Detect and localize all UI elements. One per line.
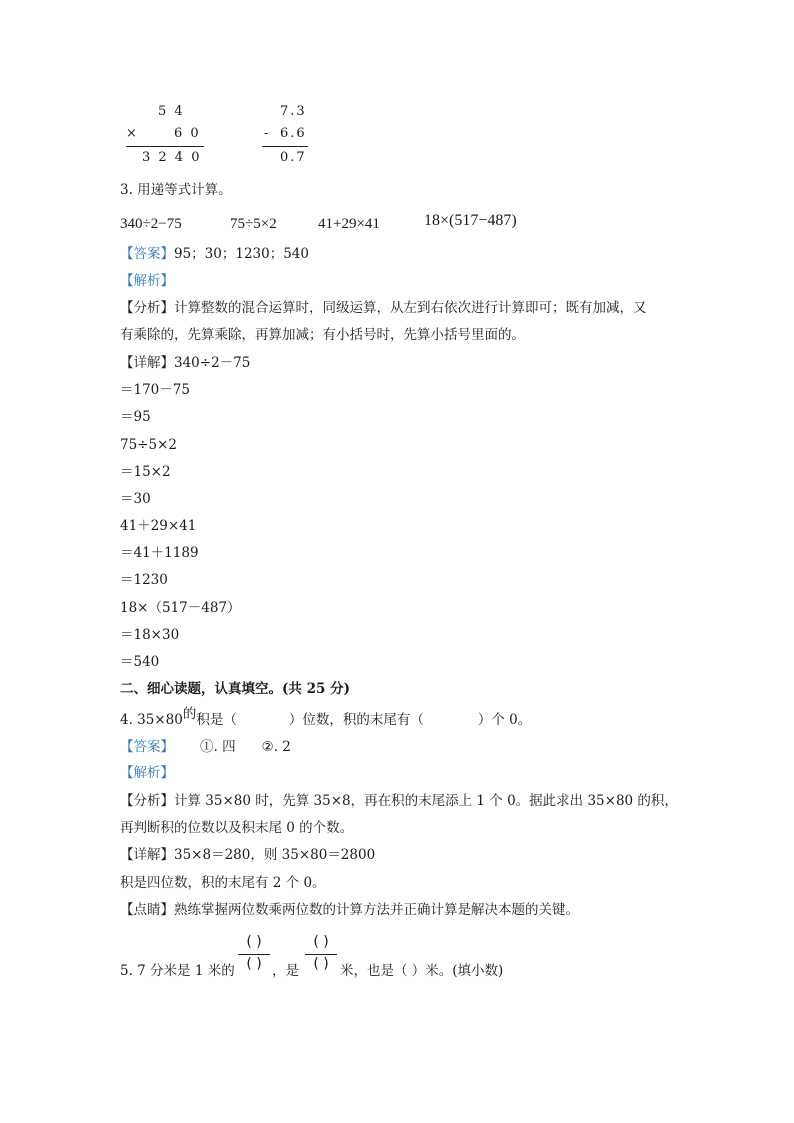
dianjing-tag: 【点睛】 — [120, 902, 174, 918]
dianjing-text: 熟练掌握两位数乘两位数的计算方法并正确计算是解决本题的关键。 — [174, 902, 579, 918]
q3-step: ＝1230 — [120, 572, 168, 588]
q4-xiangjie-line-2: 积是四位数，积的末尾有 2 个 0。 — [120, 875, 326, 891]
fraction-numerator-blank: ( ) — [313, 934, 329, 950]
answer-tag: 【答案】 — [120, 739, 174, 755]
q3-step: 18×（517－487） — [120, 600, 241, 616]
calc1-multiplicand: 5 4 — [158, 104, 185, 119]
calc2-subtrahend: 6.6 — [280, 126, 307, 141]
fenxi-text: 计算整数的混合运算时，同级运算，从左到右依次进行计算即可；既有加减，又 — [174, 300, 647, 316]
q3-title: 3. 用递等式计算。 — [120, 182, 232, 198]
fraction-denominator-blank: ( ) — [313, 956, 329, 972]
q5-suffix: 米，也是（ ）米。(填小数) — [340, 963, 504, 979]
q4-dianjing — [120, 902, 579, 918]
q4-text-1: 积是（ — [196, 712, 237, 728]
fenxi-tag: 【分析】 — [120, 300, 174, 316]
q3-step: ＝170－75 — [120, 382, 190, 398]
q5-mid: ，是 — [272, 963, 299, 979]
q4-de: 的 — [182, 706, 197, 722]
q3-step: ＝41＋1189 — [120, 545, 199, 561]
q4-text-2: ）位数，积的末尾有（ — [288, 712, 424, 728]
q5-prefix: 5. 7 分米是 1 米的 — [120, 963, 235, 979]
vertical-multiplication — [122, 104, 212, 168]
fraction-bar — [238, 954, 270, 955]
q3-step: ＝18×30 — [120, 627, 180, 643]
q4-answer-1: ①. 四 — [200, 739, 236, 755]
calc1-product: 3 2 4 0 — [142, 150, 202, 165]
q3-expr-4: 18×(517−487) — [424, 212, 517, 229]
q3-fenxi-line-1 — [120, 300, 647, 316]
q3-expr-1: 340÷2−75 — [120, 216, 182, 232]
q3-expr-2: 75÷5×2 — [230, 216, 277, 232]
section-heading: 二、细心读题，认真填空。(共 25 分) — [120, 681, 350, 697]
q3-answer — [120, 246, 309, 262]
q5-fraction-2[interactable] — [303, 930, 339, 980]
q3-expr-3: 41+29×41 — [318, 216, 380, 232]
fenxi-tag: 【分析】 — [120, 793, 174, 809]
vertical-subtraction — [260, 104, 320, 168]
calc1-rule — [126, 146, 204, 147]
calc2-difference: 0.7 — [280, 150, 307, 165]
fraction-denominator-blank: ( ) — [246, 956, 262, 972]
q3-step: ＝15×2 — [120, 464, 171, 480]
q4-fenxi-line-1 — [120, 793, 678, 809]
fraction-numerator-blank: ( ) — [246, 934, 262, 950]
calc2-operator: - — [264, 126, 271, 141]
q3-step: ＝95 — [120, 409, 151, 425]
step-text: 340÷2－75 — [174, 355, 251, 371]
q3-step: ＝30 — [120, 491, 151, 507]
calc2-minuend: 7.3 — [280, 104, 307, 119]
q3-step: 75÷5×2 — [120, 437, 177, 453]
fraction-bar — [305, 954, 337, 955]
xiangjie-tag: 【详解】 — [120, 847, 174, 863]
xiangjie-tag: 【详解】 — [120, 355, 174, 371]
calc2-rule — [262, 146, 308, 147]
q5-fraction-1[interactable] — [236, 930, 272, 980]
xiangjie-text: 35×8＝280，则 35×80＝2800 — [174, 847, 376, 863]
q4-text-3: ）个 0。 — [477, 712, 532, 728]
q4-xiangjie-line — [120, 847, 375, 863]
q3-step: ＝540 — [120, 654, 160, 670]
q4-question — [120, 706, 532, 728]
calc1-multiplier: 6 0 — [174, 126, 201, 141]
q4-fenxi-line-2: 再判断积的位数以及积末尾 0 的个数。 — [120, 820, 354, 836]
answer-tag: 【答案】 — [120, 246, 174, 262]
q3-xiangjie-line — [120, 355, 250, 371]
fenxi-text: 计算 35×80 时，先算 35×8，再在积的末尾添上 1 个 0。据此求出 35×80 的积， — [174, 793, 678, 809]
q3-fenxi-line-2: 有乘除的，先算乘除，再算加减；有小括号时，先算小括号里面的。 — [120, 327, 525, 343]
q4-answer — [120, 739, 291, 755]
q4-jiexi-tag: 【解析】 — [120, 765, 174, 781]
q3-step: 41＋29×41 — [120, 518, 197, 534]
q4-answer-2: ②. 2 — [261, 739, 291, 755]
calc1-operator: × — [126, 126, 139, 141]
answer-text: 95；30；1230；540 — [174, 246, 309, 262]
q4-prefix: 4. 35×80 — [120, 712, 183, 728]
q3-jiexi-tag: 【解析】 — [120, 273, 174, 289]
